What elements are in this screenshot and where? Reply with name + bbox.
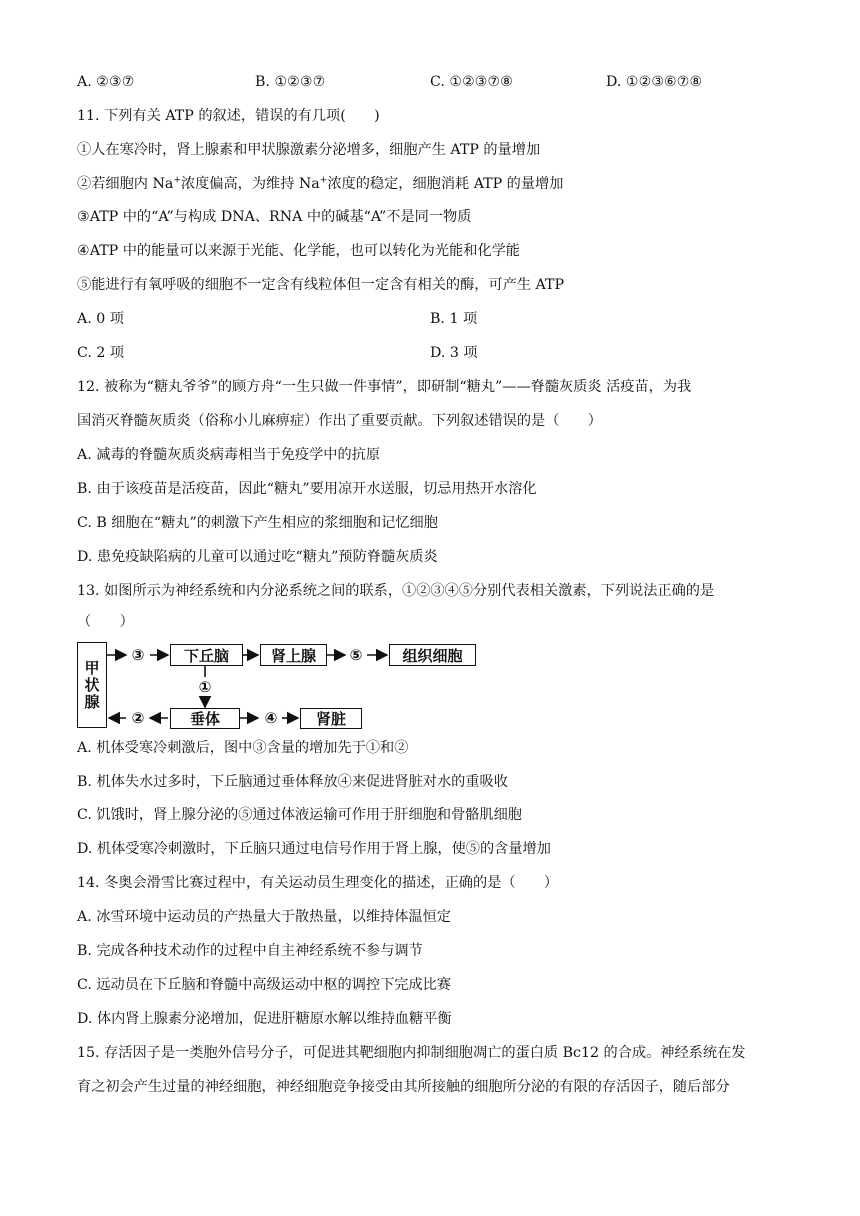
q10-option-a: A. ②③⑦ <box>77 74 135 90</box>
q13-option-c: C. 饥饿时，肾上腺分泌的⑤通过体液运输可作用于肝细胞和骨骼肌细胞 <box>77 807 522 823</box>
q12-option-c: C. B 细胞在“糖丸”的刺激下产生相应的浆细胞和记忆细胞 <box>77 515 438 531</box>
q11-option-d: D. 3 项 <box>430 345 478 361</box>
q14-option-b: B. 完成各种技术动作的过程中自主神经系统不参与调节 <box>77 943 423 959</box>
q15-line-1: 15. 存活因子是一类胞外信号分子，可促进其靶细胞内抑制细胞凋亡的蛋白质 Bc12 的合成。神经系统在发 <box>77 1045 746 1061</box>
q13-option-b: B. 机体失水过多时，下丘脑通过垂体释放④来促进肾脏对水的重吸收 <box>77 774 508 790</box>
hormone-4-label: ④ <box>264 709 278 727</box>
q14-option-d: D. 体内肾上腺素分泌增加，促进肝糖原水解以维持血糖平衡 <box>77 1011 452 1027</box>
q11-option-a: A. 0 项 <box>77 311 124 327</box>
q14-option-c: C. 远动员在下丘脑和脊髓中高级运动中枢的调控下完成比赛 <box>77 977 452 993</box>
q10-option-c: C. ①②③⑦⑧ <box>430 74 513 90</box>
q11-item-3: ③ATP 中的“A”与构成 DNA、RNA 中的碱基“A”不是同一物质 <box>77 209 472 225</box>
q11-option-b: B. 1 项 <box>430 311 478 327</box>
q10-option-d: D. ①②③⑥⑦⑧ <box>606 74 703 90</box>
kidney-box: 肾脏 <box>300 708 362 729</box>
q14-stem: 14. 冬奥会滑雪比赛过程中，有关运动员生理变化的描述，正确的是（ ） <box>77 875 559 891</box>
q11-item-5: ⑤能进行有氧呼吸的细胞不一定含有线粒体但一定含有相关的酶，可产生 ATP <box>77 277 564 293</box>
q11-item-4: ④ATP 中的能量可以来源于光能、化学能，也可以转化为光能和化学能 <box>77 243 520 259</box>
q13-stem-line-1: 13. 如图所示为神经系统和内分泌系统之间的联系，①②③④⑤分别代表相关激素，下列说法正确的是 <box>77 583 715 599</box>
q14-option-a: A. 冰雪环境中运动员的产热量大于散热量，以维持体温恒定 <box>77 909 451 925</box>
q11-item-2: ②若细胞内 Na+浓度偏高，为维持 Na+浓度的稳定，细胞消耗 ATP 的量增加 <box>77 175 564 192</box>
q11-item-1: ①人在寒冷时，肾上腺素和甲状腺激素分泌增多，细胞产生 ATP 的量增加 <box>77 142 541 158</box>
hormone-2-label: ② <box>131 709 145 727</box>
tissue-cells-box: 组织细胞 <box>389 644 476 666</box>
thyroid-box: 甲状腺 <box>77 642 107 728</box>
pituitary-box: 垂体 <box>170 708 240 729</box>
hypothalamus-box: 下丘脑 <box>170 644 243 666</box>
q10-option-b: B. ①②③⑦ <box>255 74 326 90</box>
q13-option-d: D. 机体受寒冷刺激时，下丘脑只通过电信号作用于肾上腺，使⑤的含量增加 <box>77 841 551 857</box>
q11-stem: 11. 下列有关 ATP 的叙述，错误的有几项( ) <box>77 108 380 124</box>
q12-option-b: B. 由于该疫苗是活疫苗，因此“糖丸”要用凉开水送服，切忌用热开水溶化 <box>77 481 537 497</box>
q12-option-a: A. 减毒的脊髓灰质炎病毒相当于免疫学中的抗原 <box>77 447 381 463</box>
adrenal-box: 肾上腺 <box>260 644 327 666</box>
q12-stem-line-1: 12. 被称为“糖丸爷爷”的顾方舟“一生只做一件事情”，即研制“糖丸”——脊髓灰质炎 活疫苗，为我 <box>77 379 692 395</box>
hormone-3-label: ③ <box>131 646 145 664</box>
hormone-5-label: ⑤ <box>349 646 363 664</box>
endocrine-diagram <box>77 638 477 730</box>
q11-option-c: C. 2 项 <box>77 345 125 361</box>
q12-option-d: D. 患免疫缺陷病的儿童可以通过吃“糖丸”预防脊髓灰质炎 <box>77 549 438 565</box>
q15-line-2: 育之初会产生过量的神经细胞，神经细胞竞争接受由其所接触的细胞所分泌的有限的存活因子，随后部分 <box>77 1079 730 1095</box>
hormone-1-label: ① <box>198 678 212 696</box>
q13-stem-line-2: （ ） <box>77 614 134 630</box>
q13-option-a: A. 机体受寒冷刺激后，图中③含量的增加先于①和② <box>77 740 409 756</box>
q12-stem-line-2: 国消灭脊髓灰质炎（俗称小儿麻痹症）作出了重要贡献。下列叙述错误的是（ ） <box>77 413 602 429</box>
